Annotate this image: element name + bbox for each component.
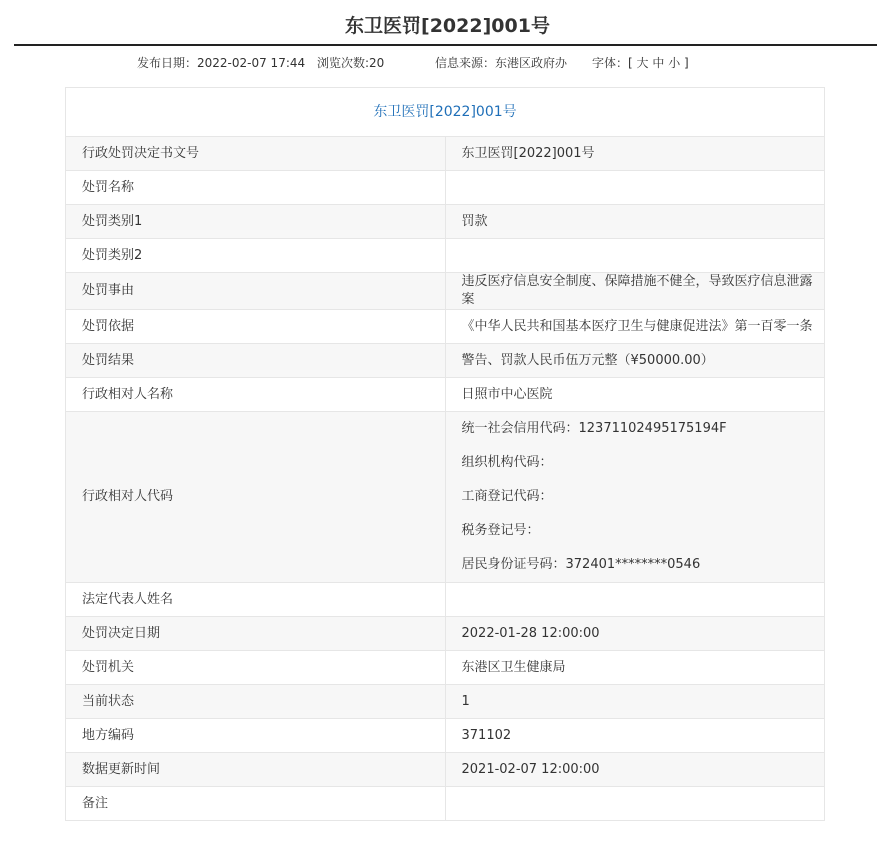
row-label: 处罚类别1 [66,205,446,239]
row-value: 《中华人民共和国基本医疗卫生与健康促进法》第一百零一条 [445,310,825,344]
party-code-line: 统一社会信用代码：12371102495175194F [461,421,727,436]
row-label: 处罚依据 [66,310,446,344]
party-code-line: 组织机构代码： [461,455,553,470]
info-source: 信息来源：东港区政府办 [435,56,568,70]
publish-date: 发布日期：2022-02-07 17:44 [137,56,306,70]
row-value: 2021-02-07 12:00:00 [445,753,825,787]
table-row [66,685,825,719]
row-label: 当前状态 [66,685,446,719]
row-value: 罚款 [445,205,825,239]
table-row [66,651,825,685]
row-value [445,171,825,205]
row-label: 行政相对人名称 [66,378,446,412]
row-label: 处罚事由 [66,273,446,310]
title-divider [14,44,877,46]
row-value: 违反医疗信息安全制度、保障措施不健全，导致医疗信息泄露案 [445,273,825,310]
page-title: 东卫医罚[2022]001号 [345,15,550,37]
table-row [66,171,825,205]
table-row [66,137,825,171]
table-row [66,753,825,787]
table-row-party-code [66,412,825,583]
row-label: 行政相对人代码 [66,412,446,583]
meta-bar [0,54,895,72]
font-size-control [592,54,689,72]
row-value: 东卫医罚[2022]001号 [445,137,825,171]
row-label: 地方编码 [66,719,446,753]
table-row [66,787,825,821]
row-label: 处罚名称 [66,171,446,205]
view-count: 浏览次数:20 [317,56,385,70]
row-label: 处罚类别2 [66,239,446,273]
row-value: 1 [445,685,825,719]
table-row [66,205,825,239]
row-value [445,787,825,821]
table-row [66,310,825,344]
table-row [66,617,825,651]
font-size-label: 字体：[ [592,56,633,70]
row-label: 数据更新时间 [66,753,446,787]
row-value: 警告、罚款人民币伍万元整（¥50000.00） [445,344,825,378]
font-medium-button[interactable]: 中 [652,56,665,70]
party-code-line: 居民身份证号码：372401********0546 [461,557,701,572]
table-row [66,378,825,412]
font-large-button[interactable]: 大 [636,56,649,70]
row-label: 备注 [66,787,446,821]
row-value [445,583,825,617]
row-value: 2022-01-28 12:00:00 [445,617,825,651]
party-code-values [445,412,825,583]
row-value: 日照市中心医院 [445,378,825,412]
row-value [445,239,825,273]
row-value: 371102 [445,719,825,753]
row-label: 法定代表人姓名 [66,583,446,617]
table-heading: 东卫医罚[2022]001号 [66,88,825,137]
table-row [66,239,825,273]
table-heading-row [66,88,825,137]
table-row [66,273,825,310]
penalty-table [65,87,825,821]
party-code-line: 税务登记号： [461,523,540,538]
table-row [66,344,825,378]
font-small-button[interactable]: 小 [668,56,681,70]
table-row [66,583,825,617]
party-code-line: 工商登记代码： [461,489,553,504]
row-label: 行政处罚决定书文号 [66,137,446,171]
row-label: 处罚决定日期 [66,617,446,651]
table-row [66,719,825,753]
row-label: 处罚结果 [66,344,446,378]
row-label: 处罚机关 [66,651,446,685]
row-value: 东港区卫生健康局 [445,651,825,685]
font-size-bracket: ] [684,56,689,70]
